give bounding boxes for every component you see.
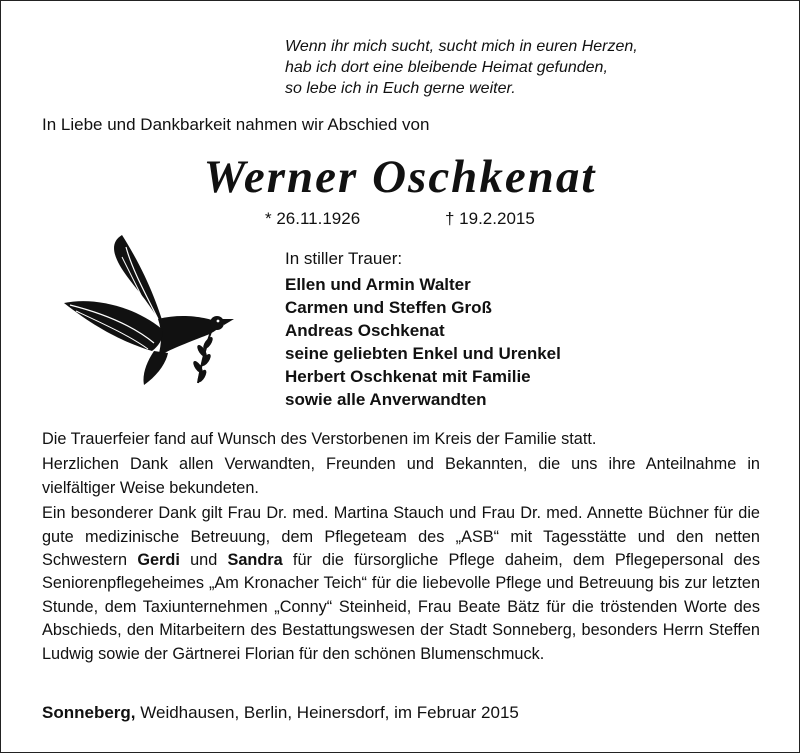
mourner-line: Ellen und Armin Walter: [285, 275, 471, 294]
special-thanks-part: für die fürsorgliche Pflege daheim, dem Pflegepersonal des Seniorenpflegeheimes „Am Kronacher Teich“ für die liebevolle Pflege und Betreuung bis zur letzten Stunde, dem Taxiunternehmen „Conny“ Steinheid, Frau Beate Bätz für die tröstenden Worte des Abschieds, den Mitarbeitern des Bestattungswesen der Stadt Sonneberg, besonders Herrn Steffen Ludwig sowie der Gärtnerei Florian für den schönen Blumenschmuck.: [42, 551, 761, 663]
intro-text: In Liebe und Dankbarkeit nahmen wir Abschied von: [42, 115, 430, 134]
mourners-block: [285, 247, 561, 411]
mourner-line: sowie alle Anverwandten: [285, 390, 487, 409]
nurse-name: Sandra: [227, 551, 283, 570]
mourner-line: Carmen und Steffen Groß: [285, 298, 492, 317]
birth-date: * 26.11.1926: [265, 209, 361, 228]
poem-line: hab ich dort eine bleibende Heimat gefunden,: [285, 59, 608, 76]
special-thanks-paragraph: [42, 502, 760, 666]
funeral-paragraph: Die Trauerfeier fand auf Wunsch des Verstorbenen im Kreis der Familie statt.: [42, 430, 597, 448]
poem-line: so lebe ich in Euch gerne weiter.: [285, 80, 516, 97]
mourner-line: Herbert Oschkenat mit Familie: [285, 367, 531, 386]
poem-line: Wenn ihr mich sucht, sucht mich in euren Herzen,: [285, 38, 638, 55]
special-thanks-part: Ein besonderer Dank gilt Frau Dr. med. Martina Stauch und Frau Dr. med. Annette Büchner für die gute medizinische Betreuung, dem Pflegeteam des „ASB“ mit Tagesstätte und den netten Schwestern: [42, 504, 760, 570]
mourner-line: Andreas Oschkenat: [285, 321, 445, 340]
closing-rest: Weidhausen, Berlin, Heinersdorf, im Februar 2015: [140, 703, 519, 722]
dove-icon: [62, 233, 240, 389]
conjunction: und: [190, 551, 218, 570]
deceased-name: Werner Oschkenat: [203, 151, 597, 203]
death-date: † 19.2.2015: [445, 209, 535, 228]
mourners-label: In stiller Trauer:: [285, 249, 403, 268]
poem: [285, 36, 705, 99]
closing-place: Sonneberg,: [42, 703, 136, 722]
thanks-text: [42, 428, 760, 668]
nurse-name: Gerdi: [137, 551, 180, 570]
gratitude-paragraph: Herzlichen Dank allen Verwandten, Freunden und Bekannten, die uns ihre Anteilnahme in vielfältiger Weise bekundeten.: [42, 455, 760, 497]
mourner-line: seine geliebten Enkel und Urenkel: [285, 344, 561, 363]
closing-line: [42, 703, 519, 723]
